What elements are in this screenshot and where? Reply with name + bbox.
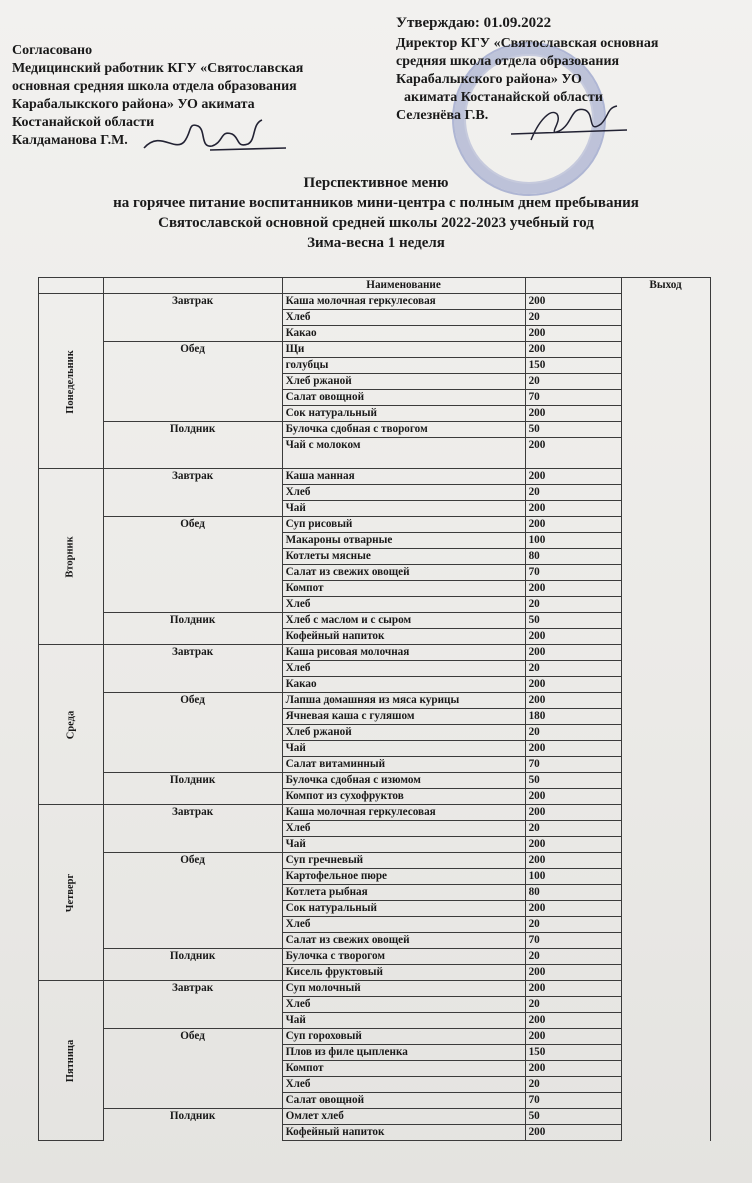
- dish-name-cell: Хлеб ржаной: [282, 725, 525, 741]
- dish-name-cell: Лапша домашняя из мяса курицы: [282, 693, 525, 709]
- meal-cell: [103, 581, 282, 597]
- meal-cell: [103, 549, 282, 565]
- output-cell: [621, 581, 710, 597]
- meal-cell: [103, 917, 282, 933]
- dish-name-cell: Чай с молоком: [282, 438, 525, 469]
- portion-cell: 200: [525, 326, 621, 342]
- table-row: [39, 853, 711, 869]
- dish-name-cell: Плов из филе цыпленка: [282, 1045, 525, 1061]
- output-cell: [621, 1109, 710, 1125]
- table-row: [39, 901, 711, 917]
- portion-cell: 20: [525, 310, 621, 326]
- meal-cell: Завтрак: [103, 469, 282, 485]
- table-row: [39, 438, 711, 469]
- signature-right: [505, 100, 635, 150]
- portion-cell: 50: [525, 773, 621, 789]
- output-cell: [621, 326, 710, 342]
- meal-cell: [103, 885, 282, 901]
- day-label: Пятница: [64, 1039, 76, 1083]
- dish-name-cell: Котлета рыбная: [282, 885, 525, 901]
- table-row: [39, 501, 711, 517]
- output-cell: [621, 533, 710, 549]
- dish-name-cell: Суп молочный: [282, 981, 525, 997]
- output-cell: [621, 837, 710, 853]
- portion-cell: 200: [525, 438, 621, 469]
- portion-cell: 70: [525, 757, 621, 773]
- title-line: на горячее питание воспитанников мини-центра с полным днем пребывания: [113, 195, 639, 211]
- output-cell: [621, 613, 710, 629]
- table-row: [39, 917, 711, 933]
- table-row: [39, 757, 711, 773]
- portion-cell: 200: [525, 342, 621, 358]
- portion-cell: 200: [525, 1013, 621, 1029]
- meal-cell: [103, 1093, 282, 1109]
- dish-name-cell: Хлеб: [282, 1077, 525, 1093]
- day-cell: [39, 981, 104, 1141]
- dish-name-cell: Хлеб: [282, 485, 525, 501]
- meal-cell: [103, 661, 282, 677]
- table-row: [39, 565, 711, 581]
- dish-name-cell: голубцы: [282, 358, 525, 374]
- portion-cell: 20: [525, 917, 621, 933]
- table-row: [39, 406, 711, 422]
- meal-cell: [103, 901, 282, 917]
- portion-cell: 80: [525, 885, 621, 901]
- dish-name-cell: Хлеб с маслом и с сыром: [282, 613, 525, 629]
- dish-name-cell: Компот: [282, 1061, 525, 1077]
- menu-table: [38, 277, 711, 1141]
- portion-cell: 100: [525, 533, 621, 549]
- table-row: [39, 1125, 711, 1141]
- portion-cell: 200: [525, 629, 621, 645]
- dish-name-cell: Ячневая каша с гуляшом: [282, 709, 525, 725]
- portion-cell: 200: [525, 837, 621, 853]
- meal-cell: [103, 965, 282, 981]
- meal-cell: Обед: [103, 517, 282, 533]
- output-cell: [621, 469, 710, 485]
- output-cell: [621, 1029, 710, 1045]
- output-cell: [621, 677, 710, 693]
- table-row: [39, 581, 711, 597]
- output-cell: [621, 565, 710, 581]
- output-cell: [621, 485, 710, 501]
- meal-cell: [103, 438, 282, 469]
- output-cell: [621, 342, 710, 358]
- table-row: [39, 469, 711, 485]
- header-cell-day: [39, 278, 104, 294]
- meal-cell: Полдник: [103, 613, 282, 629]
- portion-cell: 200: [525, 901, 621, 917]
- table-row: [39, 422, 711, 438]
- dish-name-cell: Кисель фруктовый: [282, 965, 525, 981]
- portion-cell: 20: [525, 949, 621, 965]
- output-cell: [621, 517, 710, 533]
- output-cell: [621, 661, 710, 677]
- table-row: [39, 358, 711, 374]
- dish-name-cell: Хлеб: [282, 821, 525, 837]
- agreement-line: Костанайской области: [12, 115, 155, 130]
- portion-cell: 20: [525, 1077, 621, 1093]
- header-cell-name: Наименование: [282, 278, 525, 294]
- day-cell: [39, 645, 104, 805]
- dish-name-cell: Компот: [282, 581, 525, 597]
- output-cell: [621, 597, 710, 613]
- meal-cell: [103, 741, 282, 757]
- meal-cell: [103, 310, 282, 326]
- meal-cell: [103, 725, 282, 741]
- meal-cell: Обед: [103, 853, 282, 869]
- output-cell: [621, 390, 710, 406]
- dish-name-cell: Каша рисовая молочная: [282, 645, 525, 661]
- menu-body: [39, 294, 711, 1141]
- table-row: [39, 533, 711, 549]
- table-row: [39, 517, 711, 533]
- portion-cell: 200: [525, 981, 621, 997]
- table-row: [39, 597, 711, 613]
- table-row: [39, 342, 711, 358]
- output-cell: [621, 1045, 710, 1061]
- meal-cell: Обед: [103, 1029, 282, 1045]
- dish-name-cell: Каша манная: [282, 469, 525, 485]
- portion-cell: 180: [525, 709, 621, 725]
- meal-cell: [103, 1077, 282, 1093]
- meal-cell: [103, 533, 282, 549]
- table-row: [39, 390, 711, 406]
- table-row: [39, 693, 711, 709]
- meal-cell: [103, 565, 282, 581]
- day-cell: [39, 469, 104, 645]
- agreement-line: основная средняя школа отдела образования: [12, 79, 297, 94]
- table-row: [39, 869, 711, 885]
- meal-cell: [103, 757, 282, 773]
- portion-cell: 100: [525, 869, 621, 885]
- table-row: [39, 789, 711, 805]
- table-row: [39, 677, 711, 693]
- agreement-heading: Согласовано: [12, 43, 93, 58]
- header-cell-meal: [103, 278, 282, 294]
- portion-cell: 200: [525, 581, 621, 597]
- dish-name-cell: Хлеб: [282, 661, 525, 677]
- dish-name-cell: Хлеб: [282, 917, 525, 933]
- meal-cell: [103, 1125, 282, 1141]
- document-title: [0, 173, 752, 253]
- meal-cell: [103, 485, 282, 501]
- day-label: Среда: [64, 710, 76, 740]
- output-cell: [621, 693, 710, 709]
- agreement-signer: Калдаманова Г.М.: [12, 133, 128, 148]
- table-row: [39, 709, 711, 725]
- meal-cell: [103, 821, 282, 837]
- day-label: Четверг: [64, 873, 76, 913]
- dish-name-cell: Суп гороховый: [282, 1029, 525, 1045]
- table-row: [39, 1029, 711, 1045]
- output-cell: [621, 773, 710, 789]
- meal-cell: [103, 789, 282, 805]
- portion-cell: 50: [525, 1109, 621, 1125]
- dish-name-cell: Котлеты мясные: [282, 549, 525, 565]
- portion-cell: 200: [525, 294, 621, 310]
- output-cell: [621, 805, 710, 821]
- portion-cell: 200: [525, 469, 621, 485]
- output-cell: [621, 853, 710, 869]
- dish-name-cell: Какао: [282, 326, 525, 342]
- table-row: [39, 374, 711, 390]
- output-cell: [621, 933, 710, 949]
- output-cell: [621, 501, 710, 517]
- portion-cell: 50: [525, 613, 621, 629]
- table-row: [39, 485, 711, 501]
- table-row: [39, 1077, 711, 1093]
- table-row: [39, 933, 711, 949]
- output-cell: [621, 1093, 710, 1109]
- meal-cell: Обед: [103, 693, 282, 709]
- dish-name-cell: Каша молочная геркулесовая: [282, 294, 525, 310]
- meal-cell: [103, 597, 282, 613]
- dish-name-cell: Хлеб: [282, 597, 525, 613]
- output-cell: [621, 406, 710, 422]
- table-row: [39, 821, 711, 837]
- agreement-line: Медицинский работник КГУ «Святославская: [12, 61, 304, 76]
- portion-cell: 200: [525, 501, 621, 517]
- dish-name-cell: Компот из сухофруктов: [282, 789, 525, 805]
- approval-line: средняя школа отдела образования: [396, 54, 620, 69]
- portion-cell: 70: [525, 565, 621, 581]
- day-cell: [39, 294, 104, 469]
- portion-cell: 70: [525, 390, 621, 406]
- agreement-line: Карабалыкского района» УО акимата: [12, 97, 255, 112]
- output-cell: [621, 294, 710, 310]
- meal-cell: [103, 1013, 282, 1029]
- meal-cell: [103, 933, 282, 949]
- table-row: [39, 1013, 711, 1029]
- portion-cell: 200: [525, 645, 621, 661]
- portion-cell: 70: [525, 933, 621, 949]
- output-cell: [621, 310, 710, 326]
- output-cell: [621, 629, 710, 645]
- table-row: [39, 837, 711, 853]
- dish-name-cell: Хлеб: [282, 310, 525, 326]
- portion-cell: 200: [525, 693, 621, 709]
- meal-cell: Завтрак: [103, 645, 282, 661]
- table-row: [39, 326, 711, 342]
- output-cell: [621, 358, 710, 374]
- meal-cell: [103, 501, 282, 517]
- meal-cell: Завтрак: [103, 294, 282, 310]
- table-row: [39, 805, 711, 821]
- portion-cell: 20: [525, 997, 621, 1013]
- meal-cell: [103, 390, 282, 406]
- dish-name-cell: Сок натуральный: [282, 901, 525, 917]
- meal-cell: Полдник: [103, 773, 282, 789]
- approval-line: Директор КГУ «Святославская основная: [396, 36, 659, 51]
- table-row: [39, 981, 711, 997]
- dish-name-cell: Булочка сдобная с изюмом: [282, 773, 525, 789]
- table-row: [39, 1045, 711, 1061]
- output-cell: [621, 1125, 710, 1141]
- table-row: [39, 741, 711, 757]
- dish-name-cell: Какао: [282, 677, 525, 693]
- table-row: [39, 773, 711, 789]
- output-cell: [621, 1077, 710, 1093]
- output-cell: [621, 374, 710, 390]
- dish-name-cell: Хлеб: [282, 997, 525, 1013]
- dish-name-cell: Булочка сдобная с творогом: [282, 422, 525, 438]
- output-cell: [621, 901, 710, 917]
- meal-cell: [103, 869, 282, 885]
- dish-name-cell: Салат овощной: [282, 390, 525, 406]
- output-cell: [621, 789, 710, 805]
- output-cell: [621, 549, 710, 565]
- output-cell: [621, 821, 710, 837]
- output-cell: [621, 917, 710, 933]
- meal-cell: [103, 677, 282, 693]
- dish-name-cell: Чай: [282, 741, 525, 757]
- table-row: [39, 310, 711, 326]
- dish-name-cell: Картофельное пюре: [282, 869, 525, 885]
- dish-name-cell: Кофейный напиток: [282, 629, 525, 645]
- header-cell-qty: [525, 278, 621, 294]
- output-cell: [621, 422, 710, 438]
- output-cell: [621, 757, 710, 773]
- meal-cell: [103, 1061, 282, 1077]
- output-cell: [621, 1013, 710, 1029]
- table-row: [39, 294, 711, 310]
- output-cell: [621, 949, 710, 965]
- output-cell: [621, 1061, 710, 1077]
- dish-name-cell: Салат овощной: [282, 1093, 525, 1109]
- table-header-row: [39, 278, 711, 294]
- dish-name-cell: Макароны отварные: [282, 533, 525, 549]
- portion-cell: 150: [525, 358, 621, 374]
- dish-name-cell: Салат из свежих овощей: [282, 565, 525, 581]
- meal-cell: [103, 629, 282, 645]
- meal-cell: Завтрак: [103, 981, 282, 997]
- portion-cell: 20: [525, 374, 621, 390]
- meal-cell: [103, 358, 282, 374]
- output-cell: [621, 869, 710, 885]
- approval-line: Карабалыкского района» УО: [396, 72, 582, 87]
- table-row: [39, 629, 711, 645]
- dish-name-cell: Булочка с творогом: [282, 949, 525, 965]
- portion-cell: 200: [525, 1029, 621, 1045]
- table-row: [39, 965, 711, 981]
- portion-cell: 70: [525, 1093, 621, 1109]
- dish-name-cell: Салат из свежих овощей: [282, 933, 525, 949]
- portion-cell: 20: [525, 485, 621, 501]
- signature-left: [140, 112, 290, 160]
- header-cell-output: Выход: [621, 278, 710, 294]
- dish-name-cell: Чай: [282, 501, 525, 517]
- portion-cell: 200: [525, 1125, 621, 1141]
- portion-cell: 200: [525, 853, 621, 869]
- meal-cell: [103, 374, 282, 390]
- table-row: [39, 997, 711, 1013]
- portion-cell: 200: [525, 965, 621, 981]
- output-cell: [621, 709, 710, 725]
- approval-signer: Селезнёва Г.В.: [396, 108, 489, 123]
- portion-cell: 200: [525, 805, 621, 821]
- meal-cell: Завтрак: [103, 805, 282, 821]
- dish-name-cell: Сок натуральный: [282, 406, 525, 422]
- portion-cell: 200: [525, 517, 621, 533]
- table-row: [39, 645, 711, 661]
- output-cell: [621, 885, 710, 901]
- dish-name-cell: Каша молочная геркулесовая: [282, 805, 525, 821]
- output-cell: [621, 725, 710, 741]
- dish-name-cell: Суп рисовый: [282, 517, 525, 533]
- dish-name-cell: Щи: [282, 342, 525, 358]
- output-cell: [621, 645, 710, 661]
- dish-name-cell: Чай: [282, 1013, 525, 1029]
- dish-name-cell: Омлет хлеб: [282, 1109, 525, 1125]
- meal-cell: Полдник: [103, 422, 282, 438]
- dish-name-cell: Суп гречневый: [282, 853, 525, 869]
- title-line: Святославской основной средней школы 2022-2023 учебный год: [158, 215, 594, 231]
- meal-cell: [103, 837, 282, 853]
- approval-line: акимата Костанайской области: [404, 90, 603, 105]
- portion-cell: 20: [525, 725, 621, 741]
- title-line: Зима-весна 1 неделя: [307, 235, 445, 251]
- output-cell: [621, 741, 710, 757]
- meal-cell: Полдник: [103, 1109, 282, 1125]
- output-cell: [621, 981, 710, 997]
- output-cell: [621, 965, 710, 981]
- dish-name-cell: Чай: [282, 837, 525, 853]
- day-label: Вторник: [64, 536, 76, 578]
- day-cell: [39, 805, 104, 981]
- portion-cell: 20: [525, 597, 621, 613]
- table-row: [39, 1109, 711, 1125]
- meal-cell: Обед: [103, 342, 282, 358]
- output-cell: [621, 997, 710, 1013]
- table-row: [39, 725, 711, 741]
- portion-cell: 80: [525, 549, 621, 565]
- meal-cell: [103, 997, 282, 1013]
- meal-cell: [103, 1045, 282, 1061]
- meal-cell: [103, 406, 282, 422]
- portion-cell: 200: [525, 789, 621, 805]
- dish-name-cell: Салат витаминный: [282, 757, 525, 773]
- table-row: [39, 613, 711, 629]
- table-row: [39, 661, 711, 677]
- table-row: [39, 885, 711, 901]
- portion-cell: 20: [525, 661, 621, 677]
- table-row: [39, 1061, 711, 1077]
- table-row: [39, 549, 711, 565]
- portion-cell: 200: [525, 741, 621, 757]
- table-row: [39, 1093, 711, 1109]
- day-label: Понедельник: [64, 349, 76, 414]
- title-line: Перспективное меню: [303, 175, 449, 191]
- table-row: [39, 949, 711, 965]
- dish-name-cell: Хлеб ржаной: [282, 374, 525, 390]
- portion-cell: 50: [525, 422, 621, 438]
- portion-cell: 150: [525, 1045, 621, 1061]
- approval-date: Утверждаю: 01.09.2022: [396, 15, 552, 31]
- output-cell: [621, 438, 710, 469]
- meal-cell: Полдник: [103, 949, 282, 965]
- portion-cell: 200: [525, 406, 621, 422]
- meal-cell: [103, 709, 282, 725]
- dish-name-cell: Кофейный напиток: [282, 1125, 525, 1141]
- portion-cell: 200: [525, 677, 621, 693]
- portion-cell: 200: [525, 1061, 621, 1077]
- meal-cell: [103, 326, 282, 342]
- portion-cell: 20: [525, 821, 621, 837]
